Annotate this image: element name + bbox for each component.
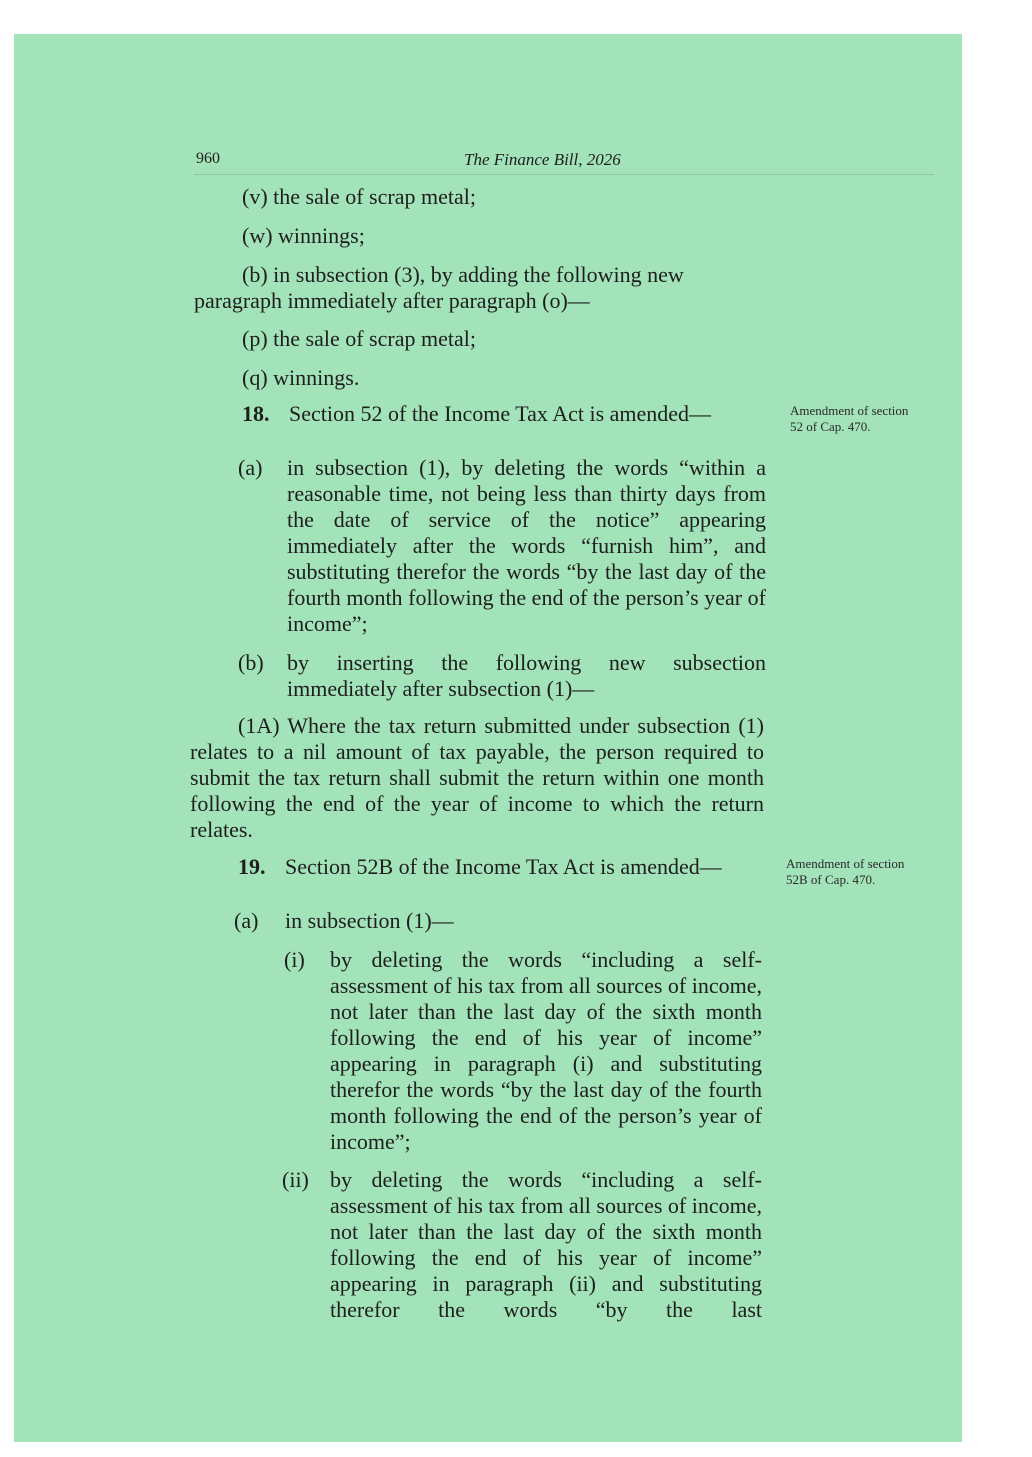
subsection-1a: (1A) Where the tax return submitted under subsection (1) relates to a nil amount of tax payable, the person required to submit the tax return shall submit the return within one month following the end of the year of income to which the return relates.	[190, 713, 764, 842]
paragraph-p: (p) the sale of scrap metal;	[242, 326, 476, 351]
document-page	[14, 34, 962, 1442]
document-title: The Finance Bill, 2026	[464, 150, 621, 169]
section-18-b-text: by inserting the following new subsection immediately after subsection (1)—	[287, 650, 766, 701]
section-19-a-text: in subsection (1)—	[285, 908, 454, 933]
section-19-i-label: (i)	[284, 947, 305, 972]
section-19-marginal-note: Amendment of section 52B of Cap. 470.	[786, 856, 905, 887]
section-18-number: 18.	[242, 401, 270, 426]
section-18-intro: Section 52 of the Income Tax Act is amended—	[289, 401, 712, 426]
paragraph-w: (w) winnings;	[242, 223, 365, 248]
section-18-marginal-note: Amendment of section 52 of Cap. 470.	[790, 403, 909, 434]
paragraph-b-line2: paragraph immediately after paragraph (o)—	[194, 288, 590, 313]
section-18-b-label: (b)	[238, 650, 264, 675]
section-18-a-label: (a)	[238, 455, 263, 480]
section-19-number: 19.	[238, 854, 266, 879]
header-rule	[194, 174, 934, 175]
section-19-ii-label: (ii)	[282, 1167, 309, 1192]
section-19-a-label: (a)	[234, 908, 259, 933]
section-18-a-text: in subsection (1), by deleting the words “within a reasonable time, not being less than thirty days from the date of service of the notice” appearing immediately after the words “furnish him”, and substituting therefor the words “by the last day of the fourth month following the end of the person’s year of income”;	[287, 455, 766, 636]
section-19-i-text: by deleting the words “including a self-assessment of his tax from all sources of income, not later than the last day of the sixth month following the end of his year of income” appearing in paragraph (i) and substituting therefor the words “by the last day of the fourth month following the end of the person’s year of income”;	[330, 947, 762, 1154]
paragraph-v: (v) the sale of scrap metal;	[242, 184, 476, 209]
page-number: 960	[196, 150, 220, 167]
section-19-intro: Section 52B of the Income Tax Act is amended—	[285, 854, 722, 879]
section-19-ii-text: by deleting the words “including a self-assessment of his tax from all sources of income, not later than the last day of the sixth month following the end of his year of income” appearing in paragraph (ii) and substituting therefor the words “by the last	[330, 1167, 762, 1322]
paragraph-b-line1: (b) in subsection (3), by adding the following new	[242, 262, 684, 287]
paragraph-q: (q) winnings.	[242, 365, 360, 390]
